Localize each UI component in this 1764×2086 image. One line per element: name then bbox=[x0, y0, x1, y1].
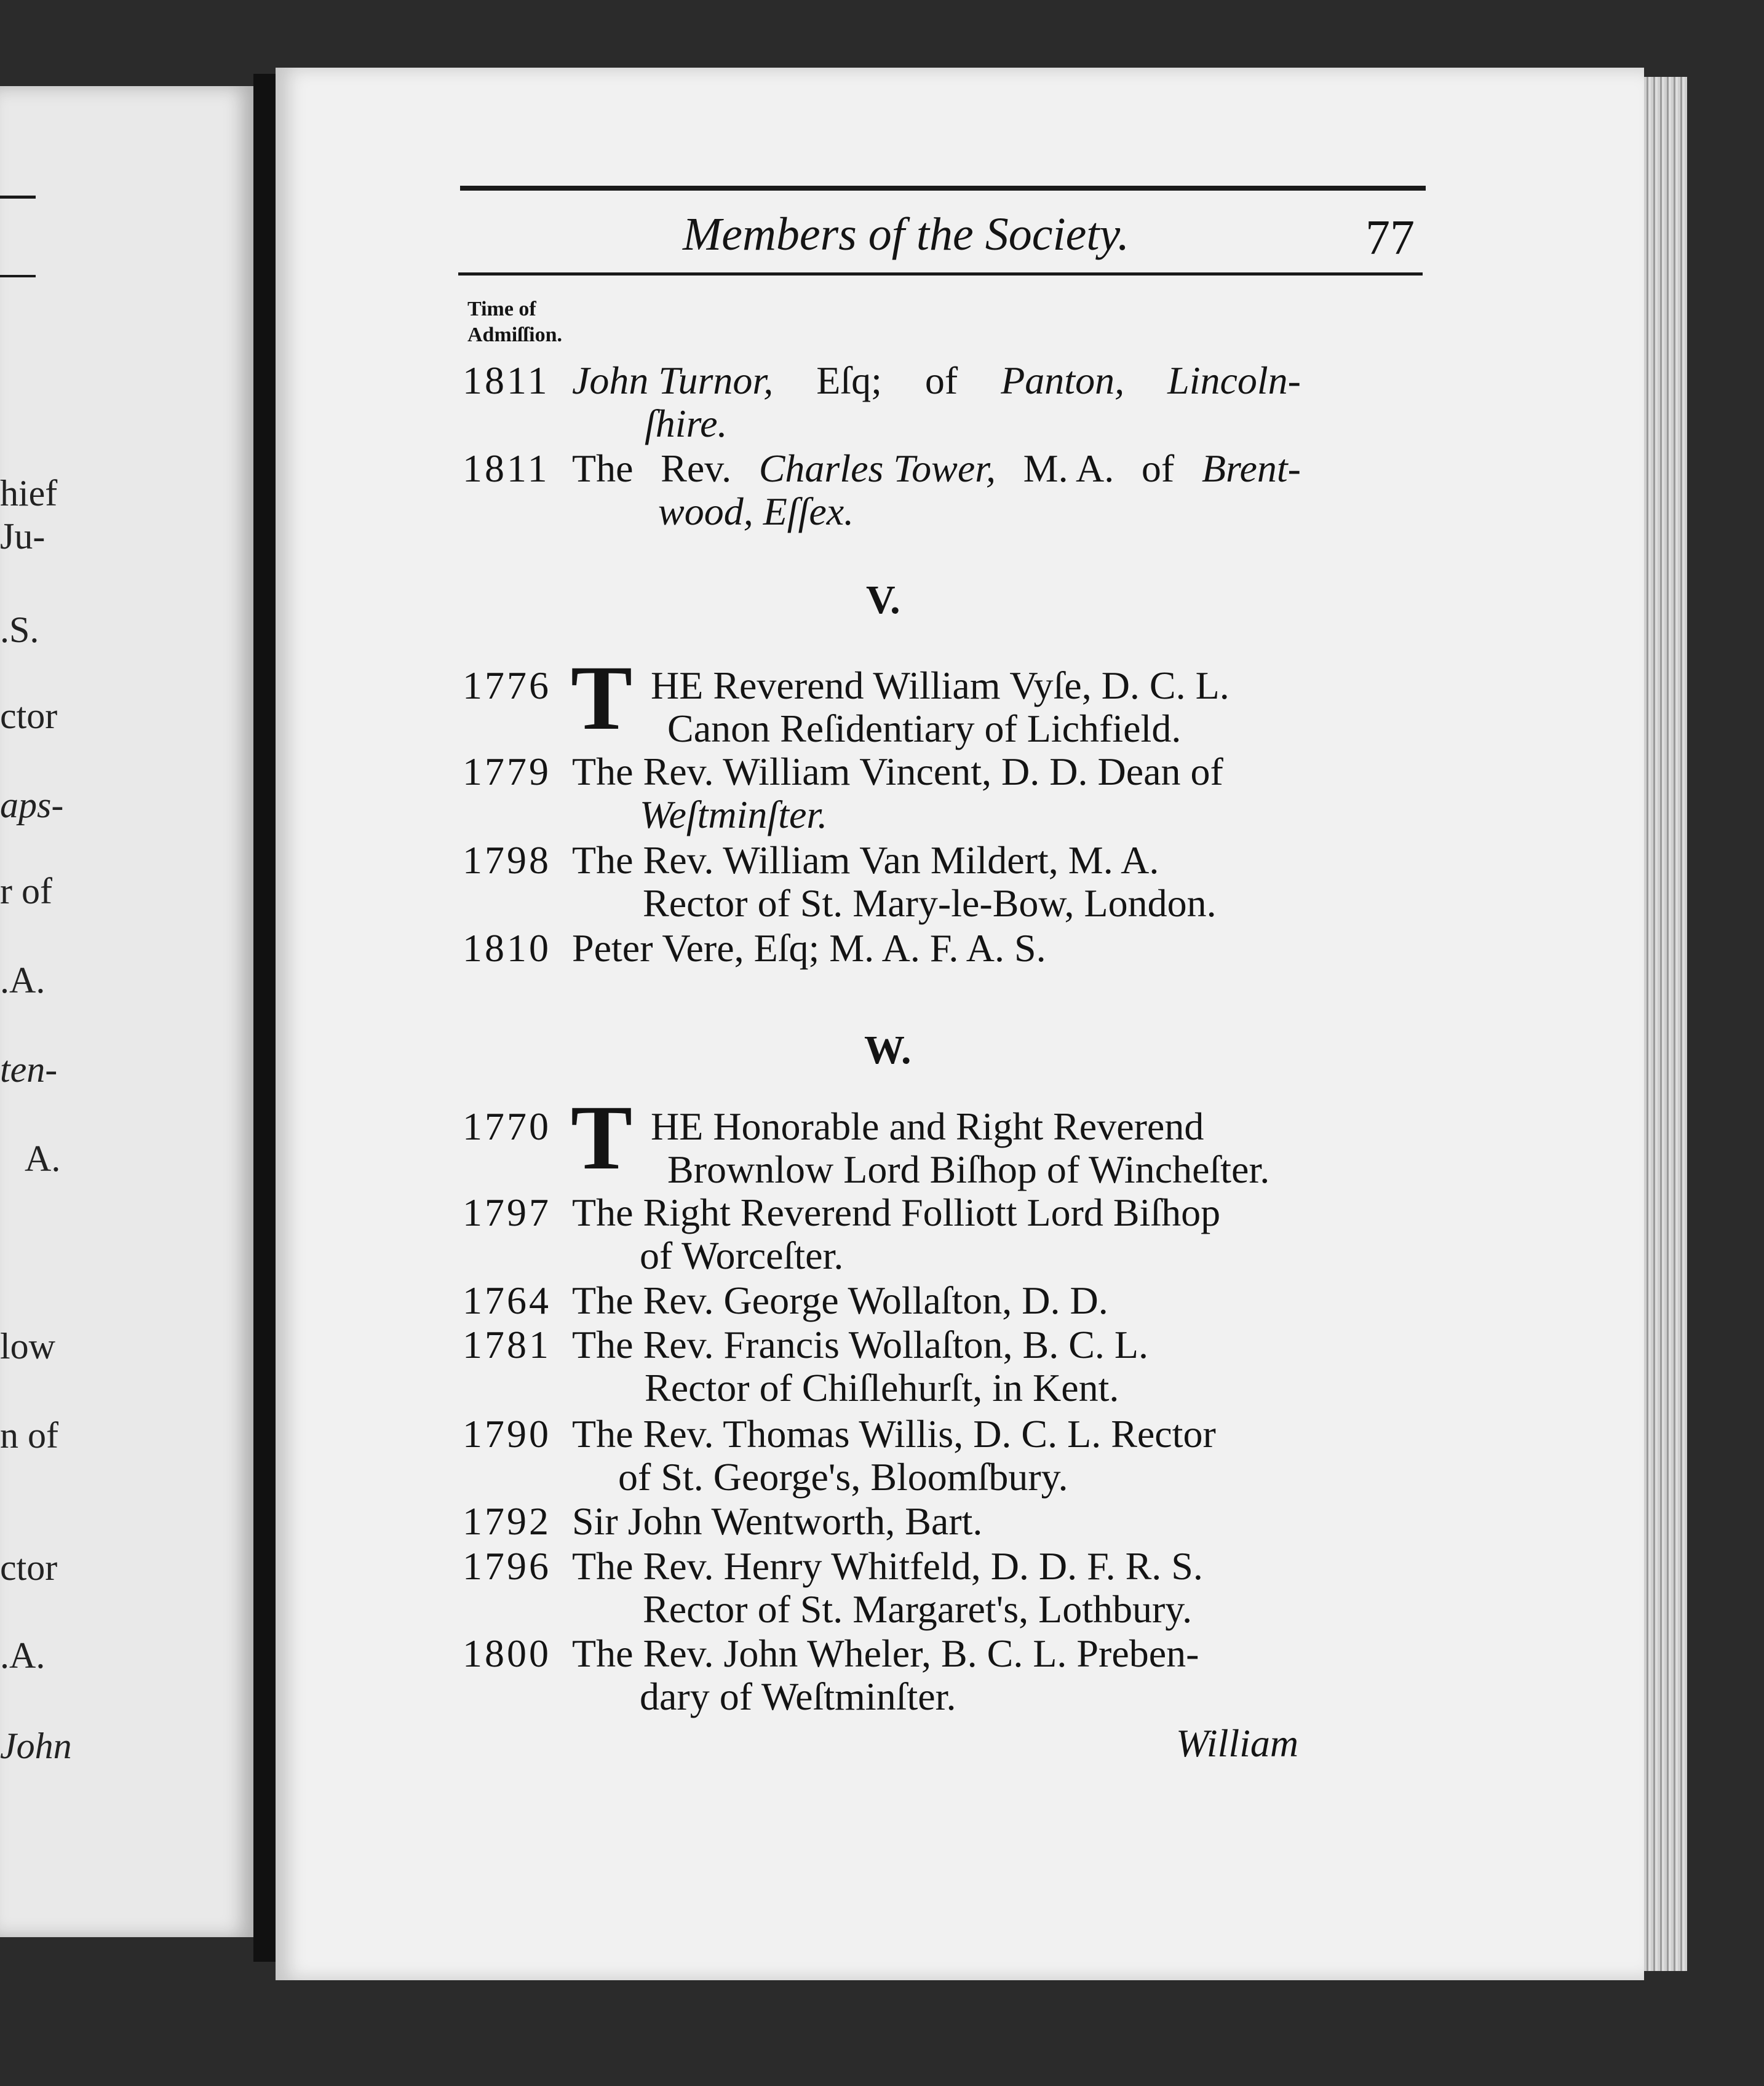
entry-line: The Rev. Francis Wollaſton, B. C. L. bbox=[572, 1323, 1148, 1366]
left-page-rule bbox=[0, 196, 36, 199]
entry-continuation: Rector of Chiſlehurſt, in Kent. bbox=[645, 1366, 1119, 1410]
entry-line bbox=[572, 358, 1301, 403]
admission-year: 1776 bbox=[463, 664, 551, 707]
header-rule-top bbox=[460, 186, 1426, 191]
left-fragment: r of bbox=[0, 871, 52, 911]
entry-continuation: Brownlow Lord Biſhop of Wincheſter. bbox=[667, 1148, 1270, 1191]
admission-year: 1810 bbox=[463, 926, 551, 970]
entry-line: The Rev. Henry Whitfeld, D. D. F. R. S. bbox=[572, 1544, 1203, 1588]
admission-year: 1800 bbox=[463, 1632, 551, 1675]
entry-continuation: of St. George's, Bloomſbury. bbox=[618, 1455, 1068, 1499]
entry-line: Sir John Wentworth, Bart. bbox=[572, 1499, 983, 1543]
entry-continuation: Rector of St. Margaret's, Lothbury. bbox=[643, 1587, 1193, 1631]
entry-name: John Turnor, bbox=[572, 359, 774, 402]
entry-place: Brent- bbox=[1201, 446, 1301, 490]
entry-continuation: Weſtminſter. bbox=[640, 793, 828, 836]
left-fragment: .S. bbox=[0, 609, 39, 650]
left-fragment: hief bbox=[0, 473, 58, 514]
left-fragment: low bbox=[0, 1326, 55, 1366]
admission-year: 1764 bbox=[463, 1279, 551, 1322]
left-fragment: ctor bbox=[0, 1547, 58, 1588]
entry-line: Peter Vere, Eſq; M. A. F. A. S. bbox=[572, 926, 1046, 970]
page-number: 77 bbox=[1365, 211, 1415, 265]
admission-year: 1796 bbox=[463, 1544, 551, 1588]
left-fragment: Ju- bbox=[0, 516, 46, 557]
left-fragment: John bbox=[0, 1726, 72, 1766]
entry-place: Lincoln- bbox=[1167, 359, 1301, 402]
entry-text: of bbox=[1141, 446, 1175, 490]
left-fragment: .A. bbox=[0, 1635, 46, 1676]
entry-text: M. A. bbox=[1023, 446, 1114, 490]
entry-place: Panton, bbox=[1001, 359, 1125, 402]
entry-line: The Rev. William Van Mildert, M. A. bbox=[572, 838, 1159, 882]
admission-year: 1790 bbox=[463, 1412, 551, 1456]
section-letter-v: V. bbox=[866, 577, 900, 622]
entry-line: The Rev. George Wollaſton, D. D. bbox=[572, 1279, 1108, 1322]
entry-line: The Rev. Thomas Willis, D. C. L. Rector bbox=[572, 1412, 1216, 1456]
entry-continuation: of Worceſter. bbox=[640, 1234, 844, 1277]
entry-continuation: ſhire. bbox=[645, 402, 728, 445]
entry-continuation: Rector of St. Mary-le-Bow, London. bbox=[643, 881, 1217, 925]
left-fragment: .A. bbox=[0, 960, 46, 1001]
admission-year: 1798 bbox=[463, 838, 551, 882]
header-rule-bottom bbox=[458, 272, 1423, 276]
left-page-rule bbox=[0, 275, 36, 277]
entry-continuation: Canon Reſidentiary of Lichfield. bbox=[667, 707, 1182, 750]
admission-year: 1797 bbox=[463, 1191, 551, 1234]
entry-name: Charles Tower, bbox=[758, 446, 996, 490]
admission-year: 1770 bbox=[463, 1104, 551, 1148]
entry-line: HE Honorable and Right Reverend bbox=[651, 1104, 1204, 1148]
drop-cap: T bbox=[571, 647, 633, 749]
running-title: Members of the Society. bbox=[683, 208, 1130, 260]
left-fragment: aps- bbox=[0, 785, 64, 825]
entry-continuation: wood, Eſſex. bbox=[658, 490, 854, 533]
left-fragment: n of bbox=[0, 1415, 58, 1456]
entry-line: HE Reverend William Vyſe, D. C. L. bbox=[651, 664, 1230, 707]
admission-year: 1792 bbox=[463, 1499, 551, 1543]
left-fragment: A. bbox=[25, 1138, 61, 1179]
left-fragment: ctor bbox=[0, 696, 58, 736]
admission-year: 1811 bbox=[463, 359, 550, 402]
entry-continuation: dary of Weſtminſter. bbox=[640, 1675, 956, 1718]
entry-text: Rev. bbox=[661, 446, 732, 490]
page-right bbox=[276, 68, 1644, 1980]
entry-text: of bbox=[924, 359, 958, 402]
catchword: William bbox=[1176, 1721, 1299, 1765]
entry-text: Eſq; bbox=[816, 359, 882, 402]
entry-text: The bbox=[572, 446, 634, 490]
entry-line: The Rev. William Vincent, D. D. Dean of bbox=[572, 750, 1223, 793]
admission-year: 1779 bbox=[463, 750, 551, 793]
book-gutter bbox=[253, 74, 276, 1962]
admission-year: 1811 bbox=[463, 446, 550, 490]
page-edges bbox=[1644, 77, 1687, 1971]
entry-line: The Rev. John Wheler, B. C. L. Preben- bbox=[572, 1632, 1199, 1675]
column-heading: Time of Admiſſion. bbox=[467, 298, 562, 346]
admission-year: 1781 bbox=[463, 1323, 551, 1366]
entry-line: The Right Reverend Folliott Lord Biſhop bbox=[572, 1191, 1221, 1234]
section-letter-w: W. bbox=[864, 1028, 912, 1073]
entry-line bbox=[572, 446, 1301, 491]
left-fragment: ten- bbox=[0, 1049, 58, 1090]
drop-cap: T bbox=[571, 1087, 633, 1189]
